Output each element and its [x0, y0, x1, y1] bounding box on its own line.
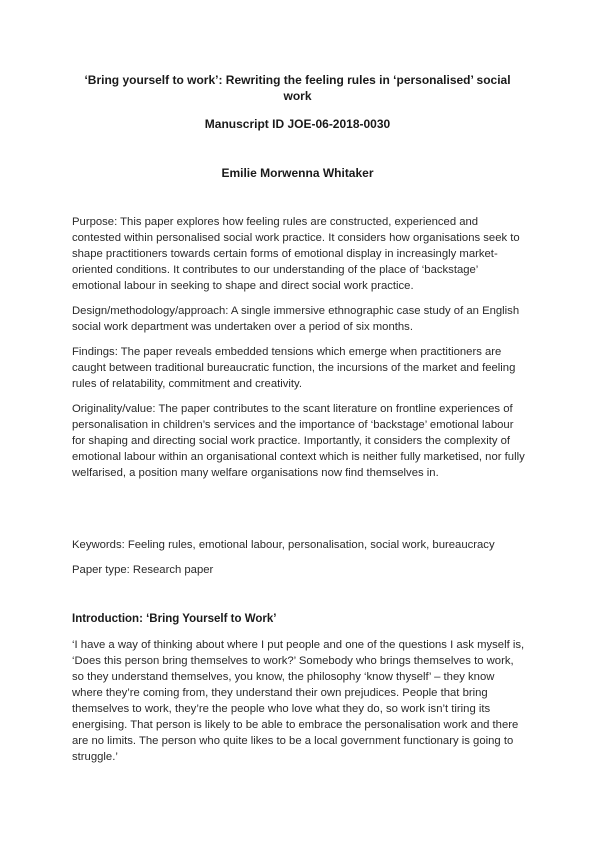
keywords-section	[72, 537, 527, 587]
keywords: Keywords: Feeling rules, emotional labour, personalisation, social work, bureaucracy	[72, 539, 495, 551]
paper-type: Paper type: Research paper	[72, 564, 214, 576]
author-name: Emilie Morwenna Whitaker	[221, 166, 374, 180]
manuscript-id: Manuscript ID JOE-06-2018-0030	[204, 117, 391, 131]
abstract-findings: Findings: The paper reveals embedded tensions which emerge when practitioners are caught between traditional bureaucratic function, the incursions of the market and feeling rules of relatability, commitment and creativity.	[72, 346, 516, 390]
introduction-quote: ‘I have a way of thinking about where I put people and one of the questions I ask myself is, ‘Does this person bring themselves to work?’ Somebody who brings themselves to work, so they understand themselves, you know, the philosophy ‘know thyself’ – they know where they’re coming from, they understand their own prejudices. People that bring themselves to work, they’re the people who love what they do, so work isn’t tiring its energising. That person is likely to be able to embrace the personalisation work and there are no limits. The person who quite likes to be a local government functionary is going to struggle.’	[72, 639, 525, 763]
abstract-design: Design/methodology/approach: A single immersive ethnographic case study of an English social work department was undertaken over a period of six months.	[72, 305, 520, 333]
introduction-section	[72, 611, 527, 774]
abstract-originality: Originality/value: The paper contributes to the scant literature on frontline experiences of personalisation in children’s services and the importance of ‘backstage’ emotional labour for shaping and directing social work practice. Importantly, it considers the complexity of emotional labour within an organisational context which is neither fully marketised, nor fully welfarised, a position many welfare organisations now find themselves in.	[72, 403, 525, 479]
abstract	[72, 214, 527, 490]
paper-title: ‘Bring yourself to work’: Rewriting the feeling rules in ‘personalised’ social work	[84, 73, 511, 103]
abstract-purpose: Purpose: This paper explores how feeling rules are constructed, experienced and contested within personalised social work practice. It considers how organisations seek to shape practitioners towards certain forms of emotional display in increasingly market-oriented conditions. It contributes to our understanding of the place of ‘backstage’ emotional labour in seeking to shape and direct social work practice.	[72, 216, 520, 292]
introduction-heading: Introduction: ‘Bring Yourself to Work’	[72, 613, 277, 625]
